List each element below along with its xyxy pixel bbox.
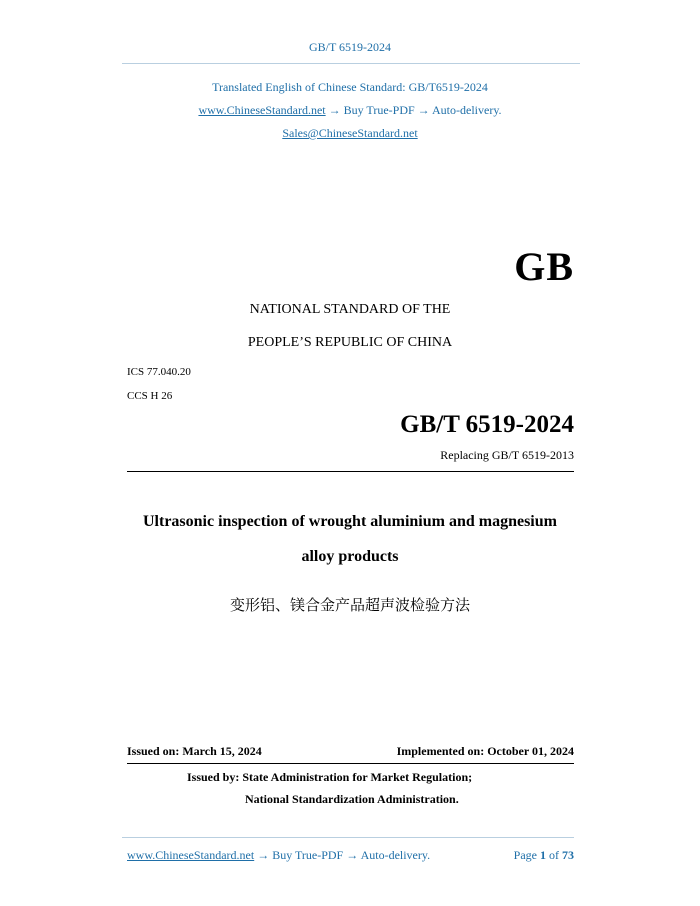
number-divider (127, 471, 574, 472)
chinese-title: 变形铝、镁合金产品超声波检验方法 (229, 596, 470, 614)
national-line-2: PEOPLE’S REPUBLIC OF CHINA (247, 335, 453, 350)
ccs-code: CCS H 26 (127, 390, 173, 402)
page-label: Page (513, 848, 537, 862)
footer-site-line (127, 848, 430, 863)
translated-notice: Translated English of Chinese Standard: GB/T6519-2024 (212, 80, 488, 94)
standard-number: GB/T 6519-2024 (400, 411, 574, 438)
email-line (0, 126, 700, 141)
page-of: of (549, 848, 559, 862)
gb-logo: GB (514, 244, 574, 289)
header-divider (122, 63, 580, 64)
issued-by-1: Issued by: State Administration for Market Regulation; (187, 770, 473, 784)
page-indicator (514, 848, 574, 863)
email-link[interactable]: Sales@ChineseStandard.net (282, 126, 418, 140)
title-line-1: Ultrasonic inspection of wrought aluminium and magnesium (143, 513, 557, 530)
footer-site-tail: → Buy True-PDF → Auto-delivery. (254, 848, 431, 862)
replacing-note: Replacing GB/T 6519-2013 (440, 448, 574, 462)
dates-divider (127, 763, 574, 764)
issued-on: Issued on: March 15, 2024 (127, 744, 262, 758)
site-tail: → Buy True-PDF → Auto-delivery. (325, 103, 502, 117)
footer-divider (122, 837, 574, 838)
national-line-1: NATIONAL STANDARD OF THE (249, 302, 451, 317)
running-header-title: GB/T 6519-2024 (308, 40, 392, 54)
implemented-on: Implemented on: October 01, 2024 (396, 744, 574, 758)
title-line-2: alloy products (301, 548, 399, 565)
site-line (0, 103, 700, 118)
issued-by-2: National Standardization Administration. (245, 792, 459, 806)
page-current: 1 (540, 848, 546, 862)
footer-site-link[interactable]: www.ChineseStandard.net (127, 848, 255, 862)
ics-code: ICS 77.040.20 (127, 366, 191, 378)
site-link[interactable]: www.ChineseStandard.net (198, 103, 326, 117)
page-total: 73 (562, 848, 574, 862)
